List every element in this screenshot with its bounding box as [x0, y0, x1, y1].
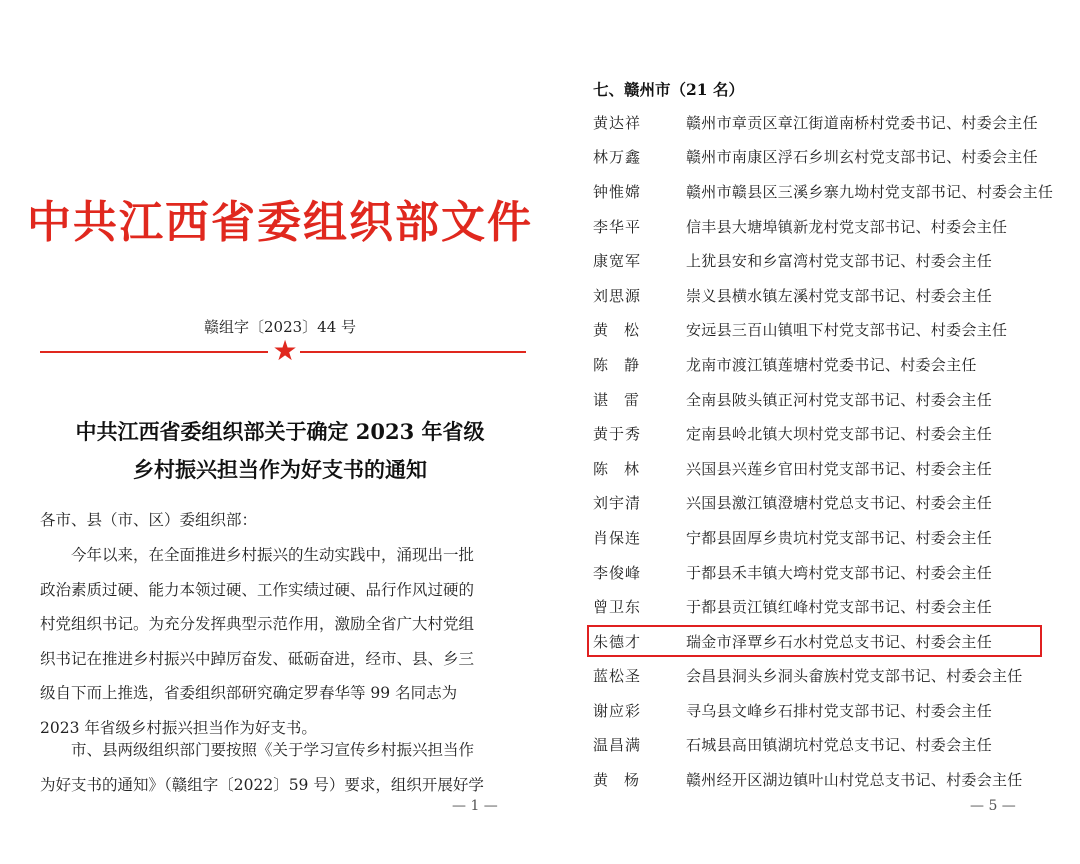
body-line: 2023 年省级乡村振兴担当作为好支书。 — [40, 718, 317, 737]
roster-title: 于都县禾丰镇大塆村党支部书记、村委会主任 — [686, 563, 993, 582]
roster-name: 陈静 — [593, 355, 656, 374]
roster-name: 钟惟嫦 — [593, 182, 642, 201]
roster-title: 信丰县大塘埠镇新龙村党支部书记、村委会主任 — [686, 217, 1008, 236]
roster-title: 寻乌县文峰乡石排村党支部书记、村委会主任 — [686, 701, 993, 720]
roster-name: 肖保连 — [593, 528, 642, 547]
highlight-box — [587, 625, 1042, 657]
roster-row — [590, 486, 1080, 521]
roster-title: 会昌县洞头乡洞头畲族村党支部书记、村委会主任 — [686, 667, 1023, 686]
roster-row — [590, 589, 1080, 624]
document-number: 赣组字〔2023〕44 号 — [203, 318, 357, 336]
roster-title: 崇义县横水镇左溪村党支部书记、村委会主任 — [686, 286, 993, 305]
roster-row — [590, 278, 1080, 313]
document-header: 中共江西省委组织部文件 — [27, 197, 533, 248]
roster-name: 曾卫东 — [593, 598, 642, 617]
roster-row — [590, 105, 1080, 140]
roster-name: 谌雷 — [593, 390, 656, 409]
page-number: — 1 — — [452, 798, 498, 814]
roster-row — [590, 451, 1080, 486]
roster-title: 安远县三百山镇咀下村党支部书记、村委会主任 — [686, 321, 1008, 340]
roster-name: 朱德才 — [593, 632, 642, 651]
roster-row — [590, 347, 1080, 382]
body-line: 织书记在推进乡村振兴中踔厉奋发、砥砺奋进，经市、县、乡三 — [40, 649, 475, 668]
roster-name: 温昌满 — [593, 736, 642, 755]
body-line: 市、县两级组织部门要按照《关于学习宣传乡村振兴担当作 — [71, 741, 475, 759]
roster-name: 李俊峰 — [593, 563, 642, 582]
right-page — [560, 0, 1080, 864]
roster-row — [590, 174, 1080, 209]
roster-title: 瑞金市泽覃乡石水村党总支书记、村委会主任 — [686, 632, 993, 651]
roster-row — [590, 313, 1080, 348]
salutation: 各市、县（市、区）委组织部： — [40, 511, 258, 529]
roster-row — [590, 243, 1080, 278]
red-star-icon: ★ — [272, 334, 298, 367]
roster-name: 康宽军 — [593, 252, 642, 271]
roster-title: 宁都县固厚乡贵坑村党支部书记、村委会主任 — [686, 528, 993, 547]
red-divider-left — [40, 351, 268, 353]
body-paragraph-1 — [40, 538, 530, 745]
roster-title: 兴国县激江镇澄塘村党总支书记、村委会主任 — [686, 494, 993, 513]
roster-title: 于都县贡江镇红峰村党支部书记、村委会主任 — [686, 598, 993, 617]
roster-title: 全南县陂头镇正河村党支部书记、村委会主任 — [686, 390, 993, 409]
roster-name: 黄于秀 — [593, 425, 642, 444]
roster-title: 龙南市渡江镇莲塘村党委书记、村委会主任 — [686, 355, 977, 374]
page-number: — 5 — — [970, 798, 1016, 814]
body-line: 村党组织书记。为充分发挥典型示范作用，激励全省广大村党组 — [40, 615, 475, 633]
red-divider-right — [300, 351, 526, 353]
roster-name: 刘思源 — [593, 286, 642, 305]
roster-row — [590, 728, 1080, 763]
roster-name: 蓝松圣 — [593, 667, 642, 686]
roster-name: 黄达祥 — [593, 113, 642, 132]
roster-name: 黄杨 — [593, 771, 656, 790]
roster-name: 陈林 — [593, 459, 656, 478]
roster-title: 赣州市赣县区三溪乡寨九坳村党支部书记、村委会主任 — [686, 182, 1054, 201]
roster-row — [590, 555, 1080, 590]
roster-name: 谢应彩 — [593, 701, 642, 720]
roster-title: 兴国县兴莲乡官田村党支部书记、村委会主任 — [686, 459, 993, 478]
roster-row — [590, 762, 1080, 797]
roster-title: 上犹县安和乡富湾村党支部书记、村委会主任 — [686, 252, 993, 271]
roster-title: 石城县高田镇湖坑村党总支书记、村委会主任 — [686, 736, 993, 755]
notice-title — [0, 413, 560, 489]
roster-row — [590, 520, 1080, 555]
notice-title-line: 乡村振兴担当作为好支书的通知 — [133, 457, 427, 482]
roster-name: 林万鑫 — [593, 148, 642, 167]
roster-title: 赣州经开区湖边镇叶山村党总支书记、村委会主任 — [686, 771, 1023, 790]
roster-name: 刘宇清 — [593, 494, 642, 513]
body-line: 今年以来，在全面推进乡村振兴的生动实践中，涌现出一批 — [71, 546, 475, 564]
roster-row — [590, 659, 1080, 694]
roster-name: 黄松 — [593, 321, 656, 340]
roster-row — [590, 209, 1080, 244]
notice-title-line: 中共江西省委组织部关于确定 2023 年省级 — [75, 419, 485, 444]
roster-row — [590, 693, 1080, 728]
roster-title: 赣州市章贡区章江街道南桥村党委书记、村委会主任 — [686, 113, 1038, 132]
section-heading: 七、赣州市（21 名） — [593, 80, 744, 99]
body-paragraph-2 — [40, 733, 530, 802]
roster-list — [590, 105, 1080, 797]
roster-row — [590, 382, 1080, 417]
body-line: 政治素质过硬、能力本领过硬、工作实绩过硬、品行作风过硬的 — [40, 580, 475, 599]
body-line: 级自下而上推选，省委组织部研究确定罗春华等 99 名同志为 — [40, 684, 458, 702]
body-line: 为好支书的通知》（赣组字〔2022〕59 号）要求，组织开展好学 — [40, 775, 484, 794]
roster-title: 赣州市南康区浮石乡圳玄村党支部书记、村委会主任 — [686, 148, 1038, 167]
roster-row — [590, 140, 1080, 175]
roster-row — [590, 416, 1080, 451]
roster-title: 定南县岭北镇大坝村党支部书记、村委会主任 — [686, 425, 993, 444]
roster-name: 李华平 — [593, 217, 642, 236]
